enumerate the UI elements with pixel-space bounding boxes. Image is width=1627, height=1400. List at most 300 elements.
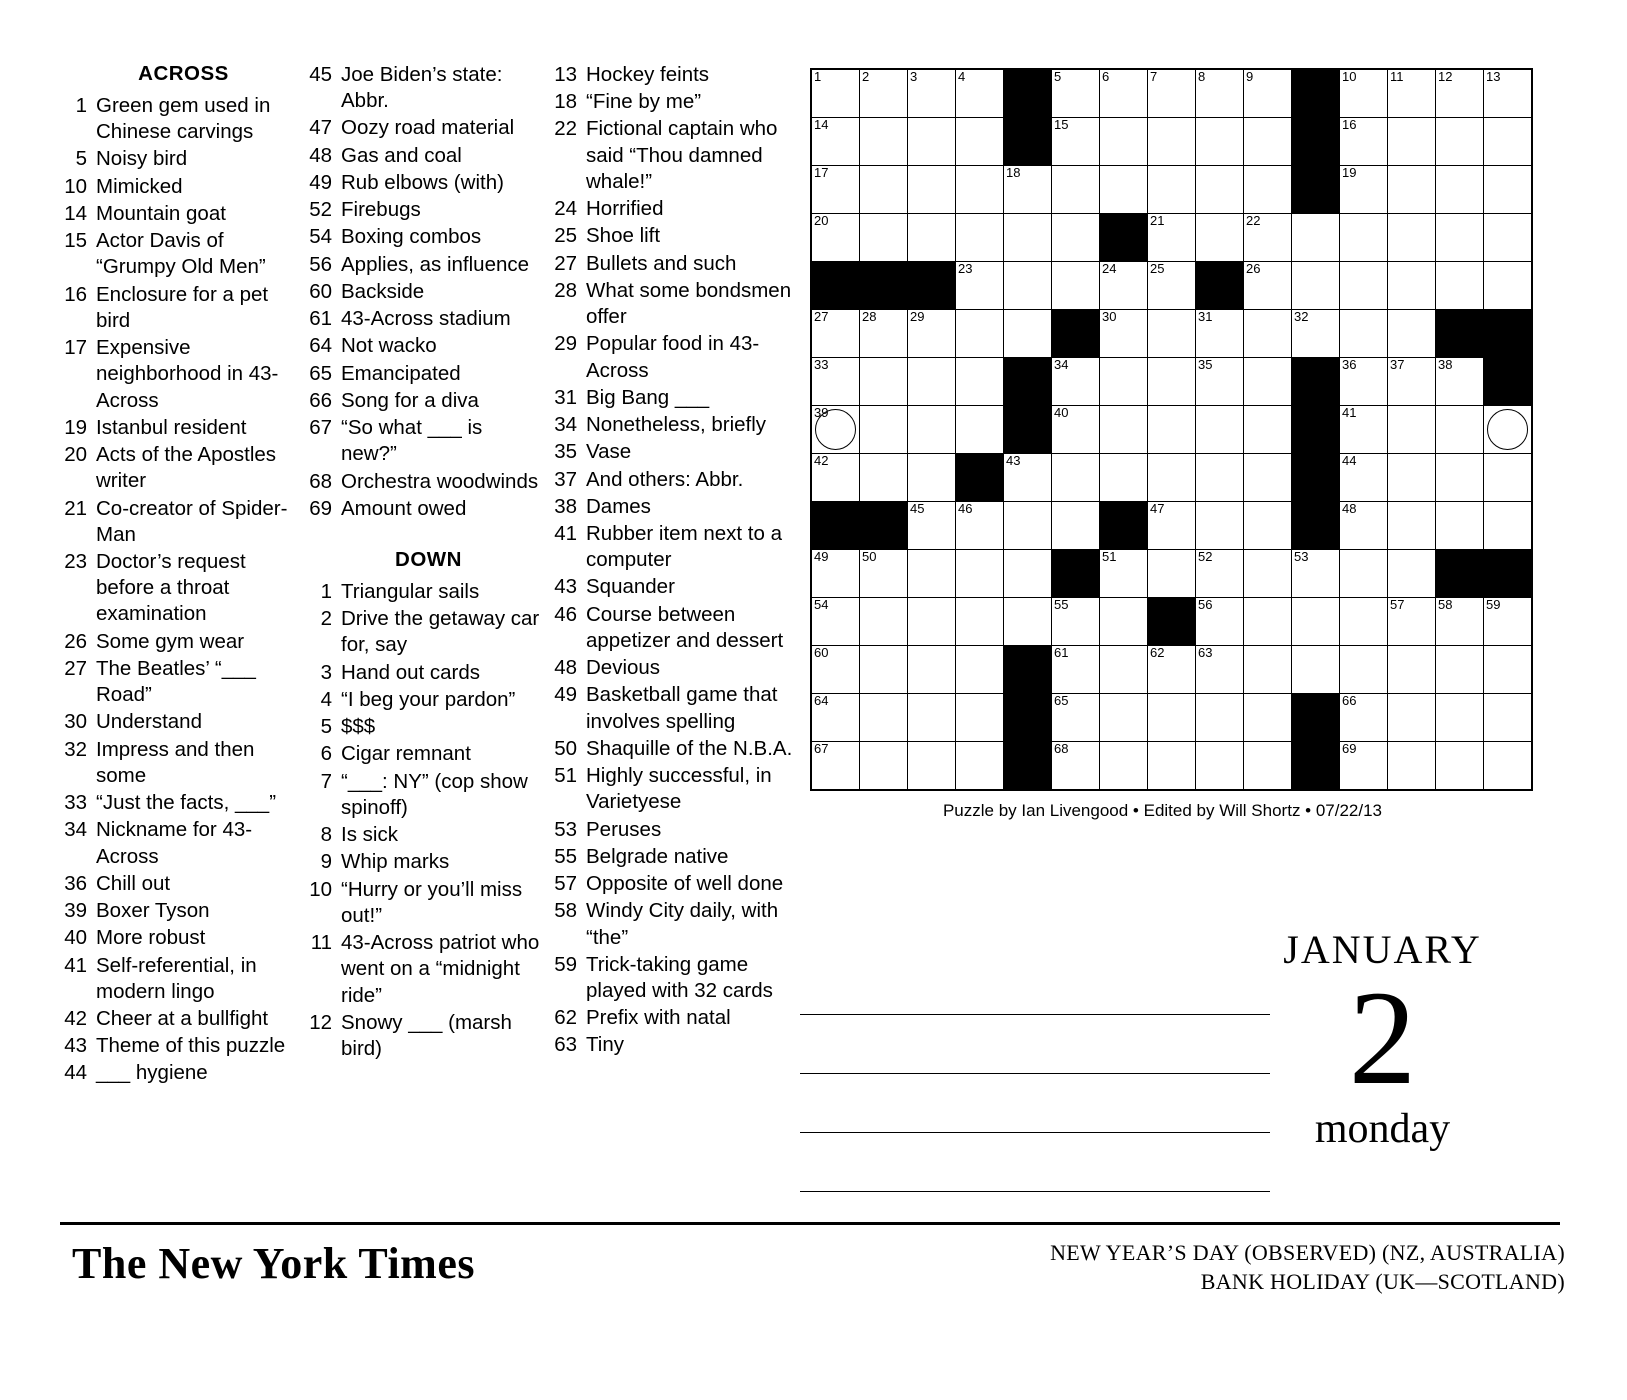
clue-number: 45: [309, 63, 332, 86]
clue-item[interactable]: [305, 143, 542, 169]
grid-cell[interactable]: [1196, 69, 1244, 118]
nyt-masthead: The New York Times: [72, 1239, 475, 1288]
grid-cell[interactable]: [1436, 406, 1484, 454]
grid-cell[interactable]: [860, 406, 908, 454]
grid-cell[interactable]: [811, 598, 860, 646]
grid-cell[interactable]: [1100, 310, 1148, 358]
clue-item[interactable]: [550, 574, 802, 600]
grid-cell[interactable]: [908, 502, 956, 550]
grid-cell[interactable]: [1004, 214, 1052, 262]
clue-item[interactable]: [305, 62, 542, 114]
clue-item[interactable]: [305, 361, 542, 387]
clue-item[interactable]: [550, 331, 802, 383]
grid-cell[interactable]: [811, 118, 860, 166]
grid-cell[interactable]: [1148, 550, 1196, 598]
grid-cell[interactable]: [1388, 166, 1436, 214]
grid-cell[interactable]: [1196, 118, 1244, 166]
grid-cell[interactable]: [1484, 214, 1533, 262]
grid-cell[interactable]: [1052, 742, 1100, 791]
grid-cell[interactable]: [908, 310, 956, 358]
grid-cell[interactable]: [1244, 550, 1292, 598]
grid-cell-block: [1436, 310, 1484, 358]
note-line[interactable]: [800, 1015, 1270, 1074]
grid-cell[interactable]: [1388, 214, 1436, 262]
grid-cell[interactable]: [811, 646, 860, 694]
grid-cell[interactable]: [1244, 166, 1292, 214]
clue-item[interactable]: [550, 196, 802, 222]
grid-cell[interactable]: [908, 550, 956, 598]
clue-item[interactable]: [305, 415, 542, 467]
grid-cell[interactable]: [1340, 598, 1388, 646]
grid-cell-block: [1004, 358, 1052, 406]
clue-item[interactable]: [550, 251, 802, 277]
grid-cell[interactable]: [956, 694, 1004, 742]
grid-cell[interactable]: [1196, 742, 1244, 791]
grid-cell[interactable]: [956, 69, 1004, 118]
grid-cell[interactable]: [1148, 310, 1196, 358]
clue-item[interactable]: [305, 687, 542, 713]
clue-item[interactable]: [60, 415, 297, 441]
clue-item[interactable]: [305, 333, 542, 359]
clue-item[interactable]: [550, 467, 802, 493]
grid-cell[interactable]: [1052, 502, 1100, 550]
grid-cell[interactable]: [860, 310, 908, 358]
grid-cell[interactable]: [1388, 358, 1436, 406]
grid-cell[interactable]: [1436, 598, 1484, 646]
grid-cell-number: 11: [1390, 69, 1404, 84]
clue-item[interactable]: [60, 442, 297, 494]
clue-text: Firebugs: [341, 198, 421, 222]
clue-item[interactable]: [305, 224, 542, 250]
grid-cell[interactable]: [956, 166, 1004, 214]
clue-item[interactable]: [550, 844, 802, 870]
grid-cell[interactable]: [1484, 646, 1533, 694]
grid-cell[interactable]: [1148, 502, 1196, 550]
clue-item[interactable]: [305, 115, 542, 141]
clue-item[interactable]: [550, 952, 802, 1004]
grid-cell[interactable]: [908, 598, 956, 646]
grid-cell[interactable]: [1388, 69, 1436, 118]
clue-text: Vase: [586, 440, 632, 464]
grid-cell[interactable]: [1484, 598, 1533, 646]
clue-item[interactable]: [305, 930, 542, 1009]
grid-cell[interactable]: [811, 358, 860, 406]
grid-cell[interactable]: [1052, 598, 1100, 646]
grid-cell[interactable]: [1004, 310, 1052, 358]
grid-cell[interactable]: [1052, 214, 1100, 262]
grid-cell[interactable]: [1292, 262, 1340, 310]
grid-cell[interactable]: [811, 310, 860, 358]
grid-cell[interactable]: [908, 358, 956, 406]
grid-cell[interactable]: [908, 214, 956, 262]
grid-cell[interactable]: [1436, 262, 1484, 310]
grid-cell[interactable]: [956, 262, 1004, 310]
grid-cell[interactable]: [1196, 502, 1244, 550]
clue-item[interactable]: [60, 549, 297, 628]
grid-cell[interactable]: [1196, 694, 1244, 742]
grid-cell[interactable]: [1436, 742, 1484, 791]
grid-cell[interactable]: [908, 694, 956, 742]
grid-cell[interactable]: [956, 502, 1004, 550]
grid-cell[interactable]: [811, 742, 860, 791]
note-line[interactable]: [800, 956, 1270, 1015]
grid-cell[interactable]: [860, 166, 908, 214]
clue-item[interactable]: [550, 817, 802, 843]
note-line[interactable]: [800, 1133, 1270, 1192]
grid-cell[interactable]: [860, 214, 908, 262]
grid-cell-number: 55: [1054, 597, 1069, 612]
grid-cell[interactable]: [1100, 646, 1148, 694]
grid-cell[interactable]: [860, 69, 908, 118]
grid-cell[interactable]: [956, 310, 1004, 358]
grid-cell[interactable]: [811, 166, 860, 214]
grid-cell[interactable]: [1388, 550, 1436, 598]
clue-item[interactable]: [60, 953, 297, 1005]
grid-cell[interactable]: [1340, 166, 1388, 214]
clue-text: Nickname for 43-Across: [96, 818, 253, 868]
clue-item[interactable]: [550, 871, 802, 897]
clue-item[interactable]: [305, 197, 542, 223]
grid-cell[interactable]: [1100, 406, 1148, 454]
clue-item[interactable]: [305, 170, 542, 196]
grid-cell[interactable]: [956, 118, 1004, 166]
clue-item[interactable]: [550, 62, 802, 88]
grid-cell[interactable]: [1052, 694, 1100, 742]
grid-cell[interactable]: [1052, 454, 1100, 502]
grid-cell[interactable]: [1388, 742, 1436, 791]
grid-cell[interactable]: [956, 598, 1004, 646]
clue-item[interactable]: [305, 496, 542, 522]
clue-item[interactable]: [550, 385, 802, 411]
clue-text: “I beg your pardon”: [341, 687, 516, 711]
clue-item[interactable]: [550, 736, 802, 762]
grid-cell[interactable]: [1004, 166, 1052, 214]
grid-cell[interactable]: [1484, 742, 1533, 791]
grid-cell[interactable]: [1004, 502, 1052, 550]
grid-cell[interactable]: [1340, 694, 1388, 742]
grid-cell[interactable]: [1052, 69, 1100, 118]
grid-cell[interactable]: [1100, 166, 1148, 214]
clue-item[interactable]: [60, 174, 297, 200]
clue-item[interactable]: [305, 714, 542, 740]
clue-item[interactable]: [60, 93, 297, 145]
grid-cell[interactable]: [1484, 69, 1533, 118]
grid-cell[interactable]: [1340, 118, 1388, 166]
grid-cell[interactable]: [1484, 502, 1533, 550]
grid-cell[interactable]: [1484, 262, 1533, 310]
grid-cell[interactable]: [1004, 550, 1052, 598]
holiday-line-2: BANK HOLIDAY (UK—SCOTLAND): [1200, 1269, 1565, 1295]
grid-cell[interactable]: [908, 646, 956, 694]
grid-cell[interactable]: [1100, 69, 1148, 118]
grid-cell[interactable]: [1004, 598, 1052, 646]
clue-item[interactable]: [305, 252, 542, 278]
grid-cell[interactable]: [1196, 454, 1244, 502]
clue-item[interactable]: [305, 579, 542, 605]
grid-cell[interactable]: [1244, 742, 1292, 791]
grid-cell[interactable]: [1052, 262, 1100, 310]
grid-cell[interactable]: [860, 550, 908, 598]
grid-cell[interactable]: [1244, 214, 1292, 262]
grid-cell[interactable]: [908, 406, 956, 454]
clue-item[interactable]: [550, 412, 802, 438]
clue-item[interactable]: [305, 606, 542, 658]
grid-cell[interactable]: [811, 214, 860, 262]
grid-cell[interactable]: [1436, 118, 1484, 166]
clue-number: 54: [309, 225, 332, 249]
clue-item[interactable]: [60, 817, 297, 869]
clue-item[interactable]: [60, 201, 297, 227]
grid-cell[interactable]: [1244, 310, 1292, 358]
clue-item[interactable]: [305, 877, 542, 929]
clue-item[interactable]: [305, 769, 542, 821]
clue-item[interactable]: [305, 849, 542, 875]
clue-item[interactable]: [60, 898, 297, 924]
grid-cell[interactable]: [1340, 646, 1388, 694]
grid-cell[interactable]: [1292, 598, 1340, 646]
grid-cell[interactable]: [860, 646, 908, 694]
grid-cell[interactable]: [1196, 310, 1244, 358]
grid-cell[interactable]: [1148, 646, 1196, 694]
grid-cell[interactable]: [1388, 454, 1436, 502]
clue-item[interactable]: [305, 1010, 542, 1062]
grid-cell[interactable]: [1196, 166, 1244, 214]
grid-cell[interactable]: [1340, 262, 1388, 310]
clue-item[interactable]: [60, 925, 297, 951]
clue-item[interactable]: [305, 822, 542, 848]
clue-item[interactable]: [550, 655, 802, 681]
grid-cell[interactable]: [1436, 646, 1484, 694]
grid-cell[interactable]: [1196, 358, 1244, 406]
grid-cell[interactable]: [1244, 118, 1292, 166]
clue-text: Doctor’s request before a throat examination: [96, 549, 246, 626]
grid-cell[interactable]: [1340, 454, 1388, 502]
grid-cell[interactable]: [1292, 646, 1340, 694]
grid-cell[interactable]: [860, 454, 908, 502]
clue-item[interactable]: [60, 737, 297, 789]
grid-cell[interactable]: [1340, 406, 1388, 454]
grid-row: [811, 310, 1532, 358]
grid-cell[interactable]: [1052, 118, 1100, 166]
grid-cell[interactable]: [1196, 214, 1244, 262]
clue-number: 58: [554, 899, 577, 923]
grid-cell[interactable]: [1244, 454, 1292, 502]
clue-text: Theme of this puzzle: [96, 1034, 286, 1058]
grid-cell[interactable]: [1148, 742, 1196, 791]
grid-cell[interactable]: [1244, 646, 1292, 694]
grid-cell[interactable]: [1388, 310, 1436, 358]
grid-cell[interactable]: [956, 742, 1004, 791]
grid-cell[interactable]: [908, 742, 956, 791]
clue-item[interactable]: [305, 279, 542, 305]
grid-cell[interactable]: [1052, 166, 1100, 214]
grid-cell[interactable]: [1436, 166, 1484, 214]
grid-cell[interactable]: [811, 694, 860, 742]
clue-item[interactable]: [60, 790, 297, 816]
grid-cell[interactable]: [811, 69, 860, 118]
clue-item[interactable]: [305, 660, 542, 686]
grid-cell[interactable]: [1484, 454, 1533, 502]
clue-item[interactable]: [60, 1060, 297, 1086]
clue-item[interactable]: [305, 469, 542, 495]
grid-cell[interactable]: [1004, 262, 1052, 310]
clue-item[interactable]: [550, 898, 802, 950]
clue-item[interactable]: [60, 496, 297, 548]
grid-cell[interactable]: [1244, 358, 1292, 406]
grid-cell[interactable]: [1388, 694, 1436, 742]
grid-cell[interactable]: [1340, 358, 1388, 406]
grid-cell[interactable]: [860, 358, 908, 406]
grid-cell[interactable]: [956, 550, 1004, 598]
note-lines[interactable]: [800, 956, 1270, 1192]
grid-cell[interactable]: [1388, 262, 1436, 310]
grid-cell[interactable]: [1148, 358, 1196, 406]
grid-cell[interactable]: [1436, 694, 1484, 742]
clue-item[interactable]: [60, 871, 297, 897]
grid-cell[interactable]: [1244, 502, 1292, 550]
grid-cell[interactable]: [1292, 310, 1340, 358]
grid-cell[interactable]: [956, 214, 1004, 262]
grid-cell[interactable]: [1196, 646, 1244, 694]
grid-cell[interactable]: [908, 454, 956, 502]
grid-cell[interactable]: [1244, 406, 1292, 454]
clue-item[interactable]: [60, 282, 297, 334]
grid-cell[interactable]: [1100, 454, 1148, 502]
grid-cell[interactable]: [1052, 406, 1100, 454]
grid-cell[interactable]: [811, 454, 860, 502]
grid-cell-number: 60: [814, 645, 829, 660]
clue-number: 62: [554, 1006, 577, 1030]
clue-item[interactable]: [60, 1006, 297, 1032]
grid-cell[interactable]: [1340, 502, 1388, 550]
grid-cell[interactable]: [1388, 598, 1436, 646]
grid-cell[interactable]: [1388, 646, 1436, 694]
note-line[interactable]: [800, 1074, 1270, 1133]
grid-cell[interactable]: [908, 69, 956, 118]
grid-cell[interactable]: [908, 118, 956, 166]
grid-cell[interactable]: [1148, 214, 1196, 262]
clue-item[interactable]: [550, 682, 802, 734]
grid-cell[interactable]: [1484, 118, 1533, 166]
grid-cell[interactable]: [1100, 550, 1148, 598]
grid-cell[interactable]: [1340, 550, 1388, 598]
grid-cell[interactable]: [1484, 694, 1533, 742]
grid-cell[interactable]: [1436, 69, 1484, 118]
clue-item[interactable]: [60, 629, 297, 655]
grid-cell[interactable]: [811, 550, 860, 598]
clue-item[interactable]: [550, 223, 802, 249]
grid-cell-number: 39: [814, 405, 829, 420]
grid-cell[interactable]: [1148, 118, 1196, 166]
grid-cell[interactable]: [956, 406, 1004, 454]
grid-cell[interactable]: [860, 118, 908, 166]
clue-item[interactable]: [550, 494, 802, 520]
clue-item[interactable]: [550, 521, 802, 573]
grid-cell[interactable]: [1436, 502, 1484, 550]
grid-cell[interactable]: [1244, 694, 1292, 742]
clue-item[interactable]: [60, 709, 297, 735]
clue-number: 37: [554, 467, 577, 491]
clue-item[interactable]: [60, 228, 297, 280]
grid-cell[interactable]: [1196, 598, 1244, 646]
grid-cell[interactable]: [1148, 166, 1196, 214]
clue-item[interactable]: [550, 89, 802, 115]
grid-cell[interactable]: [1100, 598, 1148, 646]
grid-cell[interactable]: [1484, 406, 1533, 454]
grid-cell[interactable]: [1148, 694, 1196, 742]
grid-cell[interactable]: [860, 598, 908, 646]
grid-cell[interactable]: [1148, 69, 1196, 118]
clue-number: 64: [309, 334, 332, 358]
grid-cell[interactable]: [1244, 598, 1292, 646]
grid-cell[interactable]: [1148, 406, 1196, 454]
clue-item[interactable]: [60, 1033, 297, 1059]
grid-cell[interactable]: [1388, 502, 1436, 550]
grid-cell[interactable]: [860, 742, 908, 791]
grid-cell[interactable]: [1436, 454, 1484, 502]
grid-cell[interactable]: [1292, 214, 1340, 262]
grid-cell[interactable]: [1340, 742, 1388, 791]
grid-cell[interactable]: [1004, 454, 1052, 502]
grid-cell[interactable]: [1100, 694, 1148, 742]
grid-cell[interactable]: [1340, 214, 1388, 262]
grid-cell[interactable]: [1484, 166, 1533, 214]
clue-item[interactable]: [550, 116, 802, 195]
grid-cell[interactable]: [1052, 646, 1100, 694]
grid-cell[interactable]: [1340, 310, 1388, 358]
clue-item[interactable]: [550, 1005, 802, 1031]
clue-item[interactable]: [550, 1032, 802, 1058]
grid-cell[interactable]: [1052, 358, 1100, 406]
grid-cell[interactable]: [1196, 406, 1244, 454]
grid-cell[interactable]: [1292, 550, 1340, 598]
grid-cell[interactable]: [956, 646, 1004, 694]
clue-item[interactable]: [305, 741, 542, 767]
grid-cell[interactable]: [1340, 69, 1388, 118]
clue-item[interactable]: [550, 278, 802, 330]
clue-item[interactable]: [305, 388, 542, 414]
grid-cell[interactable]: [1388, 118, 1436, 166]
grid-cell[interactable]: [1244, 262, 1292, 310]
grid-cell[interactable]: [908, 166, 956, 214]
clue-item[interactable]: [305, 306, 542, 332]
grid-cell[interactable]: [1148, 454, 1196, 502]
grid-cell[interactable]: [1196, 550, 1244, 598]
clue-number: 20: [64, 443, 87, 467]
clue-item[interactable]: [60, 656, 297, 708]
grid-cell[interactable]: [1436, 214, 1484, 262]
grid-cell[interactable]: [1148, 262, 1196, 310]
grid-cell[interactable]: [860, 694, 908, 742]
crossword-grid[interactable]: [810, 68, 1533, 791]
grid-cell[interactable]: [1436, 358, 1484, 406]
clue-item[interactable]: [550, 763, 802, 815]
grid-cell[interactable]: [1100, 358, 1148, 406]
clue-item[interactable]: [60, 146, 297, 172]
grid-cell[interactable]: [1100, 262, 1148, 310]
grid-cell[interactable]: [811, 406, 860, 454]
grid-cell[interactable]: [956, 358, 1004, 406]
clue-item[interactable]: [550, 602, 802, 654]
grid-cell[interactable]: [1244, 69, 1292, 118]
grid-cell-number: 27: [814, 309, 829, 324]
clue-number: 34: [64, 818, 87, 842]
clue-item[interactable]: [550, 439, 802, 465]
clue-item[interactable]: [60, 335, 297, 414]
grid-cell[interactable]: [1100, 742, 1148, 791]
grid-cell[interactable]: [1100, 118, 1148, 166]
grid-cell[interactable]: [1388, 406, 1436, 454]
